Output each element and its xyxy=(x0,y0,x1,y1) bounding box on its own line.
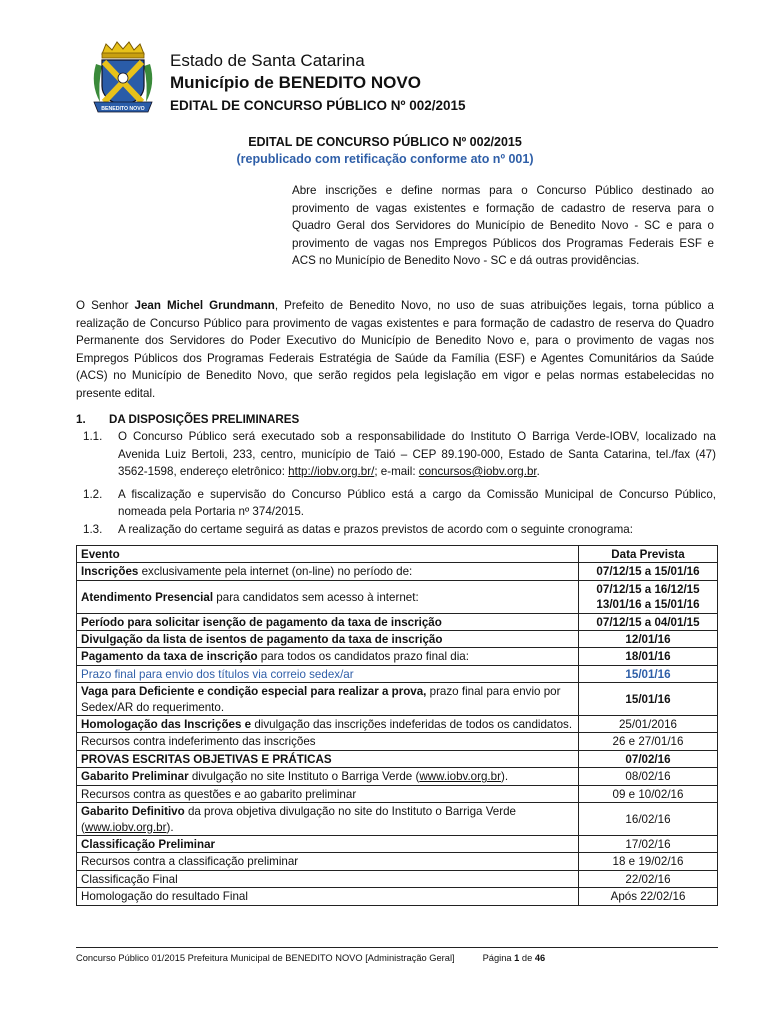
item-number: 1.2. xyxy=(83,488,103,502)
date-cell xyxy=(579,853,718,870)
event-emphasis: Atendimento Presencial xyxy=(81,590,214,604)
page-footer xyxy=(76,953,718,963)
schedule-table xyxy=(76,545,718,906)
date-cell xyxy=(579,785,718,802)
iobv-link[interactable]: www.iobv.org.br xyxy=(84,820,167,834)
date-cell xyxy=(579,580,718,613)
date-cell xyxy=(579,750,718,767)
date-cell xyxy=(579,803,718,836)
event-cell xyxy=(77,683,579,716)
section-heading xyxy=(76,411,716,428)
event-text: divulgação das inscrições indeferidas de todos os candidatos. xyxy=(251,718,573,732)
date-value: 09 e 10/02/16 xyxy=(612,787,684,801)
event-text: para todos os candidatos prazo final dia: xyxy=(257,650,469,664)
date-cell xyxy=(579,613,718,630)
event-cell xyxy=(77,733,579,750)
event-cell xyxy=(77,750,579,767)
date-cell xyxy=(579,835,718,852)
item-1-1 xyxy=(76,428,716,480)
date-value: 18 e 19/02/16 xyxy=(612,855,684,869)
table-header-row xyxy=(77,546,718,563)
date-cell xyxy=(579,648,718,665)
event-cell xyxy=(77,853,579,870)
event-cell xyxy=(77,888,579,905)
date-value: 12/01/16 xyxy=(625,633,671,647)
date-value-2: 13/01/16 a 15/01/16 xyxy=(596,598,700,612)
event-cell xyxy=(77,768,579,785)
event-text: da prova objetiva divulgação no site do Instituto o Barriga Verde ( xyxy=(81,805,516,834)
date-value: 26 e 27/01/16 xyxy=(612,735,684,749)
item-text: A fiscalização e supervisão do Concurso Público está a cargo da Comissão Municipal de Concurso Público, nomeada pela Portaria nº 374/2015. xyxy=(118,488,716,519)
date-cell xyxy=(579,631,718,648)
date-value: 25/01/2016 xyxy=(618,718,678,732)
intro-pre: O Senhor xyxy=(76,299,135,312)
table-row xyxy=(77,835,718,852)
header-date: Data Prevista xyxy=(579,546,718,563)
edital-header: EDITAL DE CONCURSO PÚBLICO Nº 002/2015 xyxy=(170,98,466,113)
table-row xyxy=(77,785,718,802)
event-cell xyxy=(77,835,579,852)
event-emphasis: Período para solicitar isenção de pagamento da taxa de inscrição xyxy=(81,615,442,629)
state-name: Estado de Santa Catarina xyxy=(170,51,365,70)
page-indicator: Página 1 de 46 xyxy=(482,953,546,963)
date-cell xyxy=(579,563,718,580)
intro-paragraph xyxy=(76,297,714,403)
event-text: Recursos contra as questões e ao gabarito preliminar xyxy=(81,787,357,801)
item-number: 1.3. xyxy=(83,522,103,536)
event-cell xyxy=(77,785,579,802)
date-cell xyxy=(579,733,718,750)
header-event: Evento xyxy=(77,546,579,563)
table-row xyxy=(77,716,718,733)
event-cell xyxy=(77,580,579,613)
date-value: 16/02/16 xyxy=(625,812,671,826)
intro-post: , Prefeito de Benedito Novo, no uso de suas atribuições legais, torna público a realização de Concurso Público para provimento de vagas existentes e para formação de cadastro de reserva do Quadro Permanente dos Servidores do Poder Executivo do Município de Benedito Novo e, para o provimento de vagas nos Empregos Públicos dos Programas Federais Estratégia de Saúde da Família (ESF) e Agentes Comunitários da Saúde (ACS) no Município de Benedito Novo, que serão regidos pela legislação em vigor e pelas normas estabelecidas no presente edital. xyxy=(76,299,714,400)
date-cell xyxy=(579,888,718,905)
event-cell xyxy=(77,563,579,580)
section-1 xyxy=(76,411,716,538)
event-emphasis: PROVAS ESCRITAS OBJETIVAS E PRÁTICAS xyxy=(81,752,332,766)
municipality-name: Município de BENEDITO NOVO xyxy=(170,73,421,92)
event-text: divulgação no site Instituto o Barriga Verde ( xyxy=(188,770,420,784)
event-cell xyxy=(77,631,579,648)
event-cell xyxy=(77,716,579,733)
event-text: prazo final para envio por Sedex/AR do requerimento. xyxy=(81,685,561,714)
date-cell xyxy=(579,870,718,887)
date-cell xyxy=(579,716,718,733)
item-number: 1.1. xyxy=(83,430,103,444)
website-link[interactable]: http://iobv.org.br/ xyxy=(288,464,375,478)
item-text: A realização do certame seguirá as datas e prazos previstos de acordo com o seguinte cronograma: xyxy=(118,522,633,536)
date-value: 07/12/15 a 04/01/15 xyxy=(596,615,700,629)
event-emphasis: Gabarito Preliminar xyxy=(81,770,189,784)
table-row xyxy=(77,750,718,767)
table-row xyxy=(77,768,718,785)
date-value: 07/12/15 a 16/12/15 xyxy=(596,582,700,596)
event-cell xyxy=(77,665,579,682)
event-text: exclusivamente pela internet (on-line) no período de: xyxy=(138,565,413,579)
date-value: 07/12/15 a 15/01/16 xyxy=(596,565,700,579)
item-1-2 xyxy=(76,486,716,521)
date-cell xyxy=(579,768,718,785)
date-value: 18/01/16 xyxy=(625,650,671,664)
event-text: Recursos contra a classificação preliminar xyxy=(81,855,299,869)
date-cell xyxy=(579,683,718,716)
crest-banner-text: BENEDITO NOVO xyxy=(101,106,145,112)
table-row xyxy=(77,648,718,665)
event-emphasis: Homologação das Inscrições e xyxy=(81,718,252,732)
table-row xyxy=(77,733,718,750)
event-emphasis: Vaga para Deficiente e condição especial para realizar a prova, xyxy=(81,685,427,699)
date-value: 15/01/16 xyxy=(625,667,671,681)
item-1-3 xyxy=(76,521,716,538)
event-cell xyxy=(77,648,579,665)
table-row xyxy=(77,803,718,836)
date-value: Após 22/02/16 xyxy=(610,890,686,904)
section-number: 1. xyxy=(76,413,86,426)
table-row xyxy=(77,613,718,630)
event-emphasis: Classificação Preliminar xyxy=(81,837,216,851)
date-cell xyxy=(579,665,718,682)
section-title: DA DISPOSIÇÕES PRELIMINARES xyxy=(109,413,300,426)
table-row xyxy=(77,888,718,905)
table-row xyxy=(77,853,718,870)
event-text: Homologação do resultado Final xyxy=(81,890,248,904)
item-text-b: ; e-mail: xyxy=(374,464,419,478)
page-total: 46 xyxy=(534,953,546,963)
table-row xyxy=(77,563,718,580)
page-number: 1 xyxy=(514,953,520,963)
event-emphasis: Gabarito Definitivo xyxy=(81,805,185,819)
event-emphasis: Divulgação da lista de isentos de pagamento da taxa de inscrição xyxy=(81,633,443,647)
footer-divider xyxy=(76,947,718,948)
footer-text: Concurso Público 01/2015 Prefeitura Municipal de BENEDITO NOVO [Administração Geral] xyxy=(76,953,455,963)
table-row xyxy=(77,870,718,887)
date-value: 08/02/16 xyxy=(625,770,671,784)
table-row xyxy=(77,665,718,682)
event-text-end: ). xyxy=(500,770,509,784)
event-cell xyxy=(77,803,579,836)
event-text: para candidatos sem acesso à internet: xyxy=(213,590,419,604)
item-text-c: . xyxy=(536,464,540,478)
event-text: Recursos contra indeferimento das inscrições xyxy=(81,735,316,749)
letterhead xyxy=(170,50,466,116)
event-cell xyxy=(77,870,579,887)
document-title: EDITAL DE CONCURSO PÚBLICO Nº 002/2015 xyxy=(248,135,522,149)
table-row xyxy=(77,580,718,613)
table-row xyxy=(77,683,718,716)
document-subtitle: (republicado com retificação conforme ato nº 001) xyxy=(236,152,534,166)
event-text: Classificação Final xyxy=(81,872,178,886)
event-text-end: ). xyxy=(166,820,174,834)
event-emphasis: Pagamento da taxa de inscrição xyxy=(81,650,258,664)
item-text-a: O Concurso Público será executado sob a responsabilidade do Instituto O Barriga Verde-IOBV, localizado na Avenida Luiz Bertoli, 233, centro, município de Taió – CEP 89.190-000, Estado de Santa Catarina, tel./fax (47) 3562-1598, endereço eletrônico: xyxy=(118,430,716,478)
municipal-crest-logo xyxy=(90,40,156,116)
event-emphasis: Inscrições xyxy=(81,565,139,579)
date-value: 17/02/16 xyxy=(625,837,671,851)
event-text: Prazo final para envio dos títulos via correio sedex/ar xyxy=(81,667,354,681)
mayor-name: Jean Michel Grundmann xyxy=(134,299,275,312)
event-cell xyxy=(77,613,579,630)
date-value: 15/01/16 xyxy=(625,692,671,706)
email-link[interactable]: concursos@iobv.org.br xyxy=(418,464,537,478)
table-row xyxy=(77,631,718,648)
abstract-paragraph: Abre inscrições e define normas para o Concurso Público destinado ao provimento de vagas existentes e formação de cadastro de reserva para o Quadro Geral dos Servidores do Município de Benedito Novo - SC e para o provimento de vagas nos Empregos Públicos dos Programas Federais ESF e ACS no Município de Benedito Novo - SC e dá outras providências. xyxy=(292,184,714,268)
iobv-link[interactable]: www.iobv.org.br xyxy=(419,770,501,784)
date-value: 22/02/16 xyxy=(625,872,671,886)
date-value: 07/02/16 xyxy=(625,752,671,766)
